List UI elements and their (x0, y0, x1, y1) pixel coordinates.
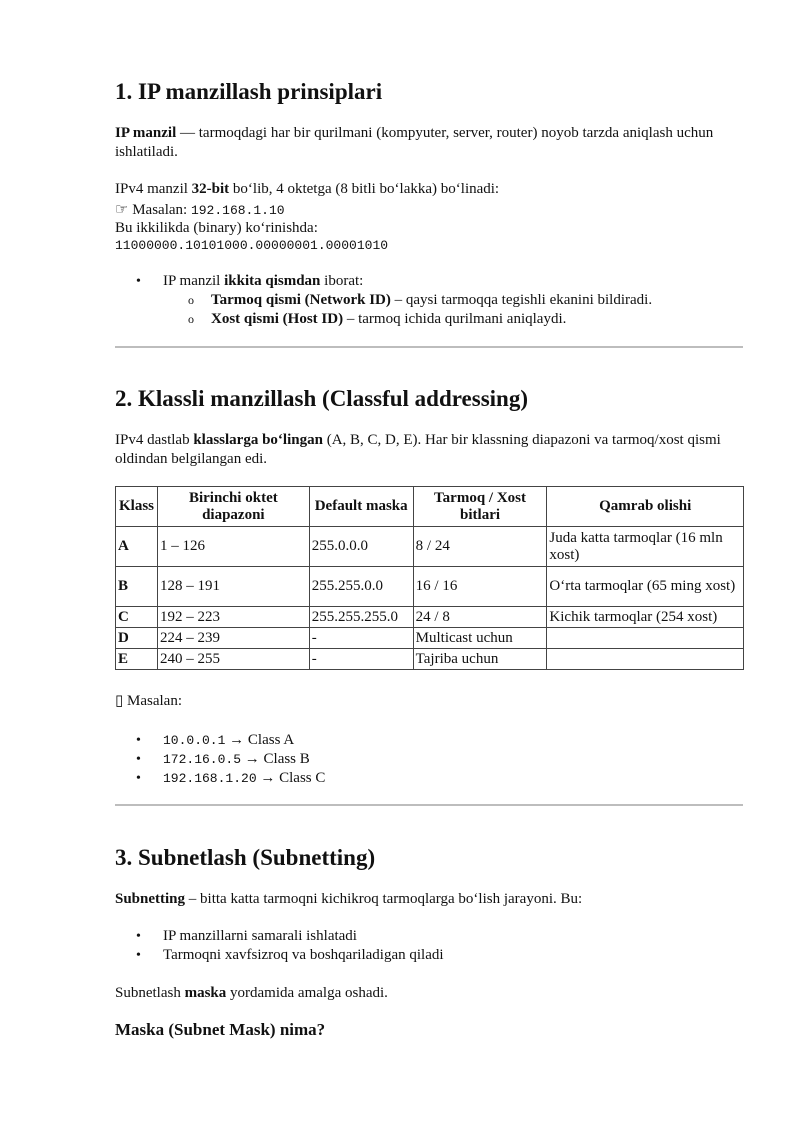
list-item (115, 310, 743, 329)
sub-bullet-icon: o (188, 293, 194, 307)
section-1-title: 1. IP manzillash prinsiplari (115, 79, 383, 104)
header-network-host-bits: Tarmoq / Xost bitlari (413, 487, 547, 527)
subnetting-benefits-list (115, 927, 743, 965)
list-item (115, 272, 743, 291)
binary-label: Bu ikkilikda (binary) ko‘rinishda: (115, 220, 318, 236)
divider (115, 346, 743, 348)
table-row (116, 527, 744, 567)
ipv4-paragraph (115, 180, 743, 199)
arrow-icon: → (256, 770, 280, 786)
table-cell (547, 628, 744, 649)
host-id-term: Xost qismi (Host ID) (211, 311, 344, 327)
table-cell: Multicast uchun (413, 628, 547, 649)
ipv4-text-a: IPv4 manzil (115, 181, 192, 197)
example-ip: 192.168.1.20 (163, 771, 257, 786)
list-item (115, 946, 743, 965)
table-cell: O‘rta tarmoqlar (65 ming xost) (547, 567, 744, 607)
divider (115, 804, 743, 806)
bullet-icon: • (136, 771, 141, 786)
bullet-icon: • (136, 274, 141, 289)
table-row (116, 567, 744, 607)
sub-bullet-icon: o (188, 312, 194, 326)
bullet-icon: • (136, 929, 141, 944)
table-cell: 16 / 16 (413, 567, 547, 607)
section-3-title: 3. Subnetlash (Subnetting) (115, 845, 376, 870)
table-cell: 255.255.255.0 (309, 607, 413, 628)
table-cell: 8 / 24 (413, 527, 547, 567)
ip-definition-text: — tarmoqdagi har bir qurilmani (kompyuter, server, router) noyob tarzda aniqlash uchun ishlatiladi. (115, 125, 714, 160)
mask-text-a: Subnetlash (115, 985, 185, 1001)
table-cell: 255.255.0.0 (309, 567, 413, 607)
arrow-icon: → (225, 732, 248, 748)
example-class: Class A (247, 732, 295, 748)
table-row (116, 607, 744, 628)
bullet-icon: • (136, 752, 141, 767)
table-cell: - (309, 649, 413, 670)
subnetting-text: – bitta katta tarmoqni kichikroq tarmoqlarga bo‘lish jarayoni. Bu: (185, 891, 583, 907)
list-item-text: IP manzillarni samarali ishlatadi (163, 928, 357, 944)
list-item-text (163, 731, 294, 750)
list-item-text (163, 769, 325, 788)
table-cell: Juda katta tarmoqlar (16 mln xost) (547, 527, 744, 567)
subnetting-paragraph (115, 890, 743, 909)
host-id-text: – tarmoq ichida qurilmani aniqlaydi. (343, 311, 567, 327)
ip-parts-list (115, 272, 743, 329)
bullet-bold: ikkita qismdan (224, 273, 321, 289)
class-example-label: Masalan: (123, 693, 182, 709)
mask-term: maska (184, 985, 227, 1001)
list-item (115, 769, 743, 788)
table-cell: 240 – 255 (157, 649, 309, 670)
table-cell: A (116, 527, 158, 567)
table-row (116, 649, 744, 670)
class-example-line (115, 692, 743, 711)
list-item (115, 731, 743, 750)
table-cell: 1 – 126 (157, 527, 309, 567)
bullet-icon: • (136, 733, 141, 748)
table-cell: 224 – 239 (157, 628, 309, 649)
list-item-text (163, 750, 310, 769)
table-cell: D (116, 628, 158, 649)
header-klass: Klass (116, 487, 158, 527)
example-ip: 10.0.0.1 (163, 733, 226, 748)
table-cell: Kichik tarmoqlar (254 xost) (547, 607, 744, 628)
class-examples-list (115, 731, 743, 788)
list-item (115, 750, 743, 769)
table-cell: 192 – 223 (157, 607, 309, 628)
example-class: Class C (279, 770, 326, 786)
table-cell: B (116, 567, 158, 607)
pointing-hand-icon: ☞ (115, 200, 129, 218)
example-class: Class B (263, 751, 310, 767)
example-line (115, 200, 743, 220)
network-id-term: Tarmoq qismi (Network ID) (211, 292, 391, 308)
network-id-text: – qaysi tarmoqqa tegishli ekanini bildiradi. (390, 292, 653, 308)
list-item-text: Tarmoqni xavfsizroq va boshqariladigan qiladi (163, 947, 444, 963)
subnetting-term: Subnetting (115, 891, 186, 907)
classful-text-a: IPv4 dastlab (115, 432, 194, 448)
placeholder-glyph-icon: ▯ (115, 693, 124, 709)
table-cell: 255.0.0.0 (309, 527, 413, 567)
table-cell: E (116, 649, 158, 670)
ipv4-bits: 32-bit (191, 181, 230, 197)
list-item-text (211, 291, 652, 310)
table-cell: 128 – 191 (157, 567, 309, 607)
ip-term: IP manzil (115, 125, 177, 141)
bullet-text-a: IP manzil (163, 273, 225, 289)
section-2-title: 2. Klassli manzillash (Classful addressing) (115, 386, 529, 411)
list-item-text (163, 272, 363, 291)
table-cell: C (116, 607, 158, 628)
header-coverage: Qamrab olishi (547, 487, 744, 527)
list-item (115, 927, 743, 946)
binary-value: 11000000.10101000.00000001.00001010 (115, 238, 389, 253)
arrow-icon: → (241, 751, 264, 767)
mask-paragraph (115, 984, 743, 1003)
table-cell: Tajriba uchun (413, 649, 547, 670)
classful-bold: klasslarga bo‘lingan (193, 432, 323, 448)
table-cell: - (309, 628, 413, 649)
table-row (116, 628, 744, 649)
example-ip: 172.16.0.5 (163, 752, 242, 767)
ip-definition-paragraph (115, 124, 743, 162)
ipv4-text-b: bo‘lib, 4 oktetga (8 bitli bo‘lakka) bo‘linadi: (229, 181, 500, 197)
list-item (115, 291, 743, 310)
bullet-icon: • (136, 948, 141, 963)
table-cell: 24 / 8 (413, 607, 547, 628)
example-ip: 192.168.1.10 (190, 203, 285, 218)
example-label: Masalan: (128, 202, 191, 218)
table-cell (547, 649, 744, 670)
header-first-octet: Birinchi oktet diapazoni (157, 487, 309, 527)
list-item-text (211, 310, 566, 329)
classful-paragraph (115, 431, 743, 469)
classful-text-b: (A, B, C, D, E). Har bir klassning diapazoni va tarmoq/xost qismi oldindan belgilangan edi. (115, 432, 721, 467)
header-default-mask: Default maska (309, 487, 413, 527)
class-table (115, 486, 744, 670)
bullet-text-b: iborat: (320, 273, 364, 289)
table-header-row (116, 487, 744, 527)
subnet-mask-subheading: Maska (Subnet Mask) nima? (115, 1020, 326, 1039)
mask-text-b: yordamida amalga oshadi. (226, 985, 388, 1001)
